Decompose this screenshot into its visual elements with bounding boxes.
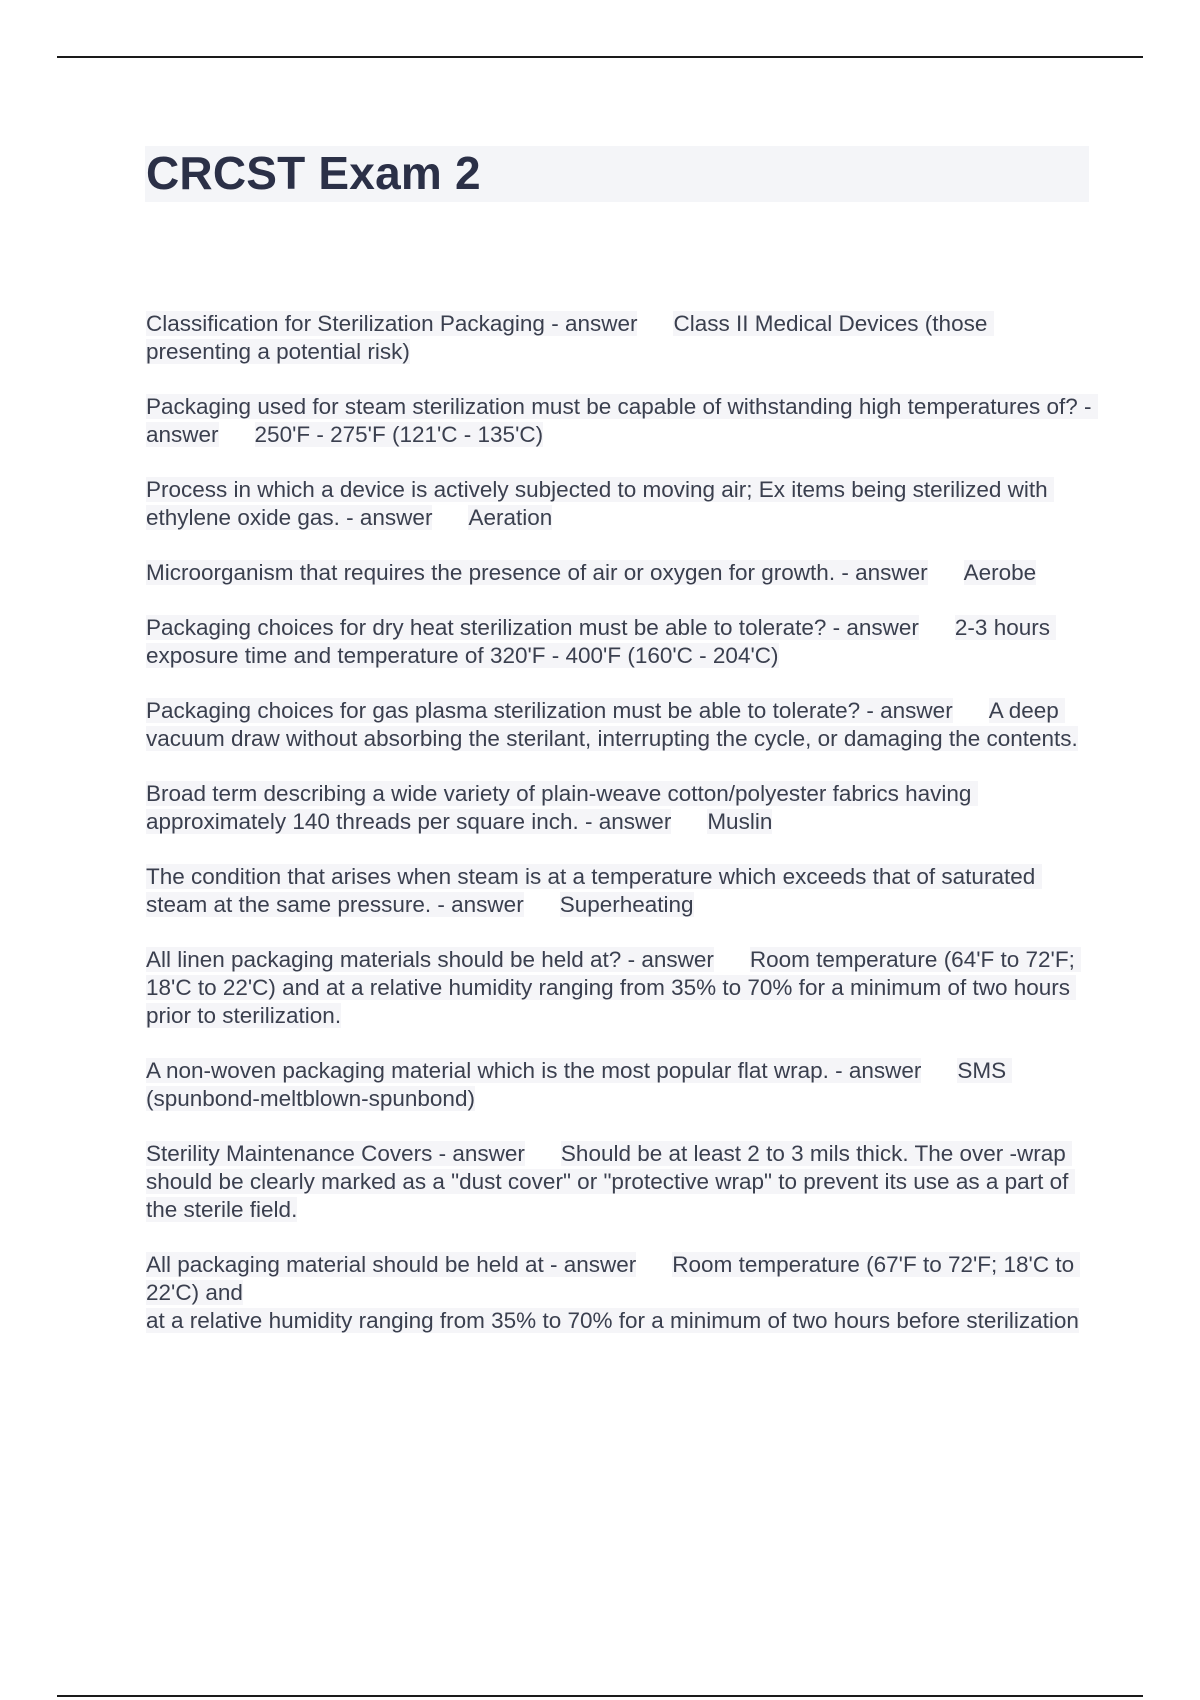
answer-text: Superheating (559, 892, 694, 917)
question-text: Packaging used for steam sterilization must be capable of withstanding high temperatures of? (146, 394, 1078, 419)
question-text: Packaging choices for dry heat sterilization must be able to tolerate? (146, 615, 827, 640)
answer-separator: - answer (835, 1058, 922, 1083)
answer-separator: - answer (551, 311, 638, 336)
question-text: Microorganism that requires the presence of air or oxygen for growth. (146, 560, 836, 585)
top-rule (57, 56, 1143, 58)
qa-item (146, 863, 1096, 919)
answer-text: SMS (spunbond-meltblown-spunbond) (146, 1058, 1013, 1111)
qa-item (146, 697, 1096, 753)
answer-text: Should be at least 2 to 3 mils thick. The over -wrap should be clearly marked as a "dust cover" or "protective wrap" to prevent its use as a part of the sterile field. (146, 1141, 1075, 1222)
qa-item (146, 1251, 1096, 1335)
answer-text: Room temperature (67'F to 72'F; 18'C to 22'C) and at a relative humidity ranging from 35% to 70% for a minimum of two hours before sterilization (146, 1252, 1079, 1333)
qa-item (146, 614, 1096, 670)
answer-text: Class II Medical Devices (those presenting a potential risk) (146, 311, 994, 364)
question-text: The condition that arises when steam is at a temperature which exceeds that of saturated steam at the same pressure. (146, 864, 1042, 917)
answer-text: Aerobe (963, 560, 1037, 585)
answer-text: A deep vacuum draw without absorbing the sterilant, interrupting the cycle, or damaging the contents. (146, 698, 1078, 751)
question-text: Process in which a device is actively subjected to moving air; Ex items being sterilized with ethylene oxide gas. (146, 477, 1054, 530)
answer-separator: - answer (866, 698, 953, 723)
qa-item (146, 393, 1096, 449)
qa-item (146, 1057, 1096, 1113)
question-text: Classification for Sterilization Packaging (146, 311, 545, 336)
answer-text: Room temperature (64'F to 72'F; 18'C to 22'C) and at a relative humidity ranging from 35% to 70% for a minimum of two hours prior to sterilization. (146, 947, 1082, 1028)
qa-item (146, 1140, 1096, 1224)
question-text: A non-woven packaging material which is the most popular flat wrap. (146, 1058, 829, 1083)
answer-separator: - answer (437, 892, 524, 917)
answer-text: Muslin (707, 809, 773, 834)
question-text: Broad term describing a wide variety of plain-weave cotton/polyester fabrics having approximately 140 threads per square inch. (146, 781, 978, 834)
answer-separator: - answer (627, 947, 714, 972)
answer-text: 250'F - 275'F (121'C - 135'C) (254, 422, 544, 447)
question-text: All packaging material should be held at (146, 1252, 544, 1277)
answer-separator: - answer (346, 505, 433, 530)
qa-item (146, 476, 1096, 532)
page-title: CRCST Exam 2 (146, 147, 481, 199)
qa-item (146, 780, 1096, 836)
bottom-rule (57, 1695, 1143, 1697)
qa-list (146, 310, 1096, 1362)
qa-item (146, 310, 1096, 366)
qa-item (146, 559, 1096, 587)
answer-separator: - answer (841, 560, 928, 585)
answer-separator: - answer (550, 1252, 637, 1277)
answer-separator: - answer (832, 615, 919, 640)
answer-text: 2-3 hours exposure time and temperature of 320'F - 400'F (160'C - 204'C) (146, 615, 1057, 668)
question-text: Sterility Maintenance Covers (146, 1141, 433, 1166)
answer-separator: - answer (146, 394, 1098, 447)
question-text: Packaging choices for gas plasma sterilization must be able to tolerate? (146, 698, 861, 723)
answer-text: Aeration (468, 505, 553, 530)
answer-separator: - answer (438, 1141, 525, 1166)
question-text: All linen packaging materials should be held at? (146, 947, 622, 972)
answer-separator: - answer (585, 809, 672, 834)
qa-item (146, 946, 1096, 1030)
